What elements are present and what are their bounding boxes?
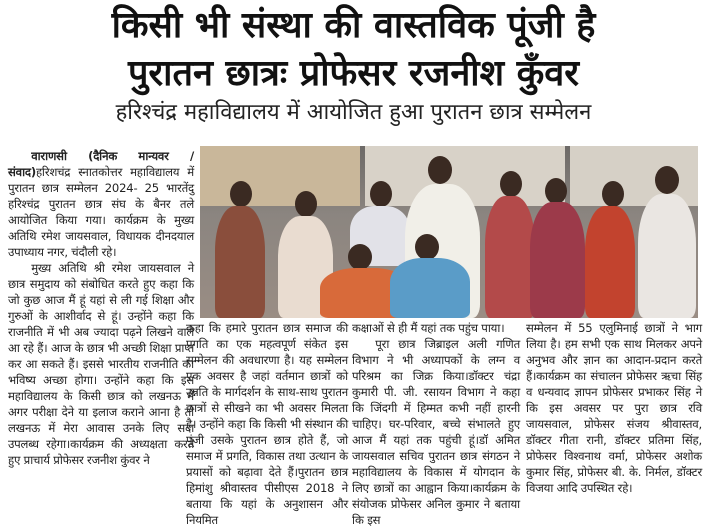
article-paragraph: कक्षाओं से ही मैं यहां तक पहुंच पाया।	[352, 321, 505, 335]
article-paragraph-text: हरिशचंद्र स्नातकोत्तर महाविद्यालय में पुरातन छात्र सम्मेलन 2024- 25 भारतेंदु हरिश्चंद्र पुरातन छात्र संघ के बैनर तले आयोजित किया गया। कार्यक्रम के मुख्य अतिथि रमेश जायसवाल, विधायक दीनदयाल उपाध्याय नगर, चंदौली रहे।	[8, 165, 194, 259]
article-paragraph: पूरा छात्र जिब्राइल अली गणित विभाग ने भी अध्यापकों के लग्न व परिश्रम का जिक्र किया।डॉक्टर चंद्रा कुमारी पी. जी. रसायन विभाग ने कहा कि जिंदगी में हिम्मत कभी नहीं हारनी चाहिए। घर-परिवार, बच्चे संभालते हुए आज मैं यहां तक पहुंची हूं।डॉ अमित जायसवाल सचिव पुरातन छात्र संगठन ने महाविद्यालय के विकास में योगदान के लिए छात्रों का आह्वान किया।कार्यक्रम के संयोजक प्रोफेसर अनिल कुमार ने बताया कि इस	[352, 337, 520, 527]
article-column-3	[352, 320, 520, 528]
headline-line-1: किसी भी संस्था की वास्तविक पूंजी है	[111, 5, 596, 46]
article-paragraph	[8, 148, 194, 260]
event-photo	[200, 146, 698, 318]
subheadline: हरिश्चंद्र महाविद्यालय में आयोजित हुआ पुरातन छात्र सम्मेलन	[115, 100, 592, 125]
article-column-2	[186, 320, 348, 528]
dateline: वाराणसी (दैनिक मान्यवर /संवाद)	[8, 149, 194, 179]
article-paragraph: सम्मेलन में 55 एलुमिनाई छात्रों ने भाग लिया है। हम सभी एक साथ मिलकर अपने अनुभव और ज्ञान का आदान-प्रदान करते हैं।कार्यक्रम का संचालन प्रोफेसर ऋचा सिंह व धन्यवाद ज्ञापन प्रोफेसर प्रभाकर सिंह ने कि इस अवसर पर पुरा छात्र रवि जायसवाल, प्रोफेसर संजय श्रीवास्तव, डॉक्टर गीता रानी, डॉक्टर प्रतिमा सिंह, प्रोफेसर विश्वनाथ वर्मा, प्रोफेसर अशोक कुमार सिंह, प्रोफेसर बी. के. निर्मल, डॉक्टर विजया आदि उपस्थित रहे।	[526, 321, 702, 495]
article-paragraph: मुख्य अतिथि श्री रमेश जायसवाल ने छात्र समुदाय को संबोधित करते हुए कहा कि जो कुछ आज मैं हूं यहां से ली गई शिक्षा और गुरुओं के आशीर्वाद से हूं। उन्होंने कहा कि राजनीति में भी अब ज्यादा पढ़ने लिखने वाले आ रहे हैं। आज के छात्र भी अच्छी शिक्षा प्राप्त कर आ सकते हैं। इससे भारतीय राजनीति का भविष्य अच्छा होगा। उन्होंने कहा कि इस महाविद्यालय के किसी छात्र को लखनऊ में अगर परीक्षा देने या इलाज कराने आना है तो लखनऊ में मेरा आवास उनके लिए सदा उपलब्ध रहेगा।कार्यक्रम की अध्यक्षता करते हुए प्राचार्य प्रोफेसर रजनीश कुंवर ने	[8, 261, 194, 467]
article-column-1	[8, 148, 194, 468]
article-column-4	[526, 320, 702, 496]
headline-line-2: पुरातन छात्रः प्रोफेसर रजनीश कुँवर	[127, 53, 580, 94]
article-paragraph: कहा कि हमारे पुरातन छात्र समाज की प्रगति का एक महत्वपूर्ण संकेत इस सम्मेलन की अवधारणा है। यह सम्मेलन एक अवसर है जहां वर्तमान छात्रों को उन्नति के मार्गदर्शन के साथ-साथ पुरातन छात्रों से सीखने का भी अवसर मिलता है। उन्होंने कहा कि किसी भी संस्थान की पूंजी उसके पुरातन छात्र होते हैं, जो समाज में प्रगति, विकास तथा उत्थान के प्रयासों को बढ़ावा देते हैं।पुरातन छात्र हिमांशु श्रीवास्तव पीसीएस 2018 ने बताया कि यहां के अनुशासन और नियमित	[186, 321, 348, 527]
